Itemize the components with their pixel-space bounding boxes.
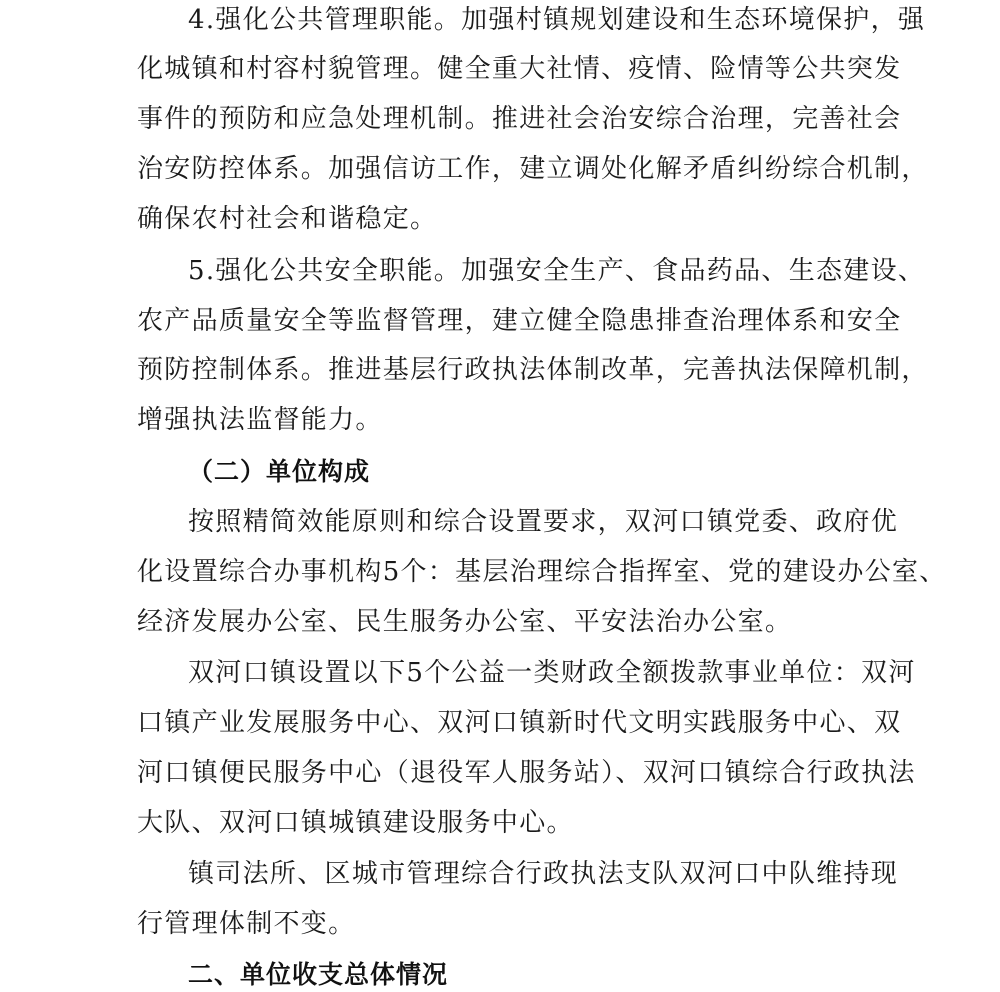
- paragraph-2-line-1: 5.强化公共安全职能。加强安全生产、食品药品、生态建设、: [188, 256, 926, 286]
- section-heading-budget-overview: 二、单位收支总体情况: [188, 960, 449, 989]
- paragraph-1-line-1: 4.强化公共管理职能。加强村镇规划建设和生态环境保护，强: [188, 5, 926, 35]
- paragraph-4-line-1: 双河口镇设置以下5个公益一类财政全额拨款事业单位：双河: [188, 658, 916, 688]
- paragraph-1-line-4: 治安防控体系。加强信访工作，建立调处化解矛盾纠纷综合机制，: [137, 154, 929, 184]
- subheading-unit-composition: （二）单位构成: [188, 457, 371, 486]
- paragraph-4-line-4: 大队、双河口镇城镇建设服务中心。: [137, 808, 574, 838]
- paragraph-2-line-4: 增强执法监督能力。: [137, 405, 383, 435]
- paragraph-2-line-2: 农产品质量安全等监督管理，建立健全隐患排查治理体系和安全: [137, 306, 902, 336]
- paragraph-3-line-3: 经济发展办公室、民生服务办公室、平安法治办公室。: [137, 607, 793, 637]
- paragraph-1-line-2: 化城镇和村容村貌管理。健全重大社情、疫情、险情等公共突发: [137, 54, 902, 84]
- paragraph-1-line-3: 事件的预防和应急处理机制。推进社会治安综合治理，完善社会: [137, 104, 902, 134]
- paragraph-4-line-3: 河口镇便民服务中心（退役军人服务站）、双河口镇综合行政执法: [137, 758, 916, 788]
- paragraph-4-line-2: 口镇产业发展服务中心、双河口镇新时代文明实践服务中心、双: [137, 708, 902, 738]
- paragraph-5-line-1: 镇司法所、区城市管理综合行政执法支队双河口中队维持现: [188, 859, 898, 889]
- paragraph-3-line-2: 化设置综合办事机构5个：基层治理综合指挥室、党的建设办公室、: [137, 557, 947, 587]
- paragraph-5-line-2: 行管理体制不变。: [137, 909, 356, 939]
- paragraph-1-line-5: 确保农村社会和谐稳定。: [137, 204, 438, 234]
- paragraph-3-line-1: 按照精简效能原则和综合设置要求，双河口镇党委、政府优: [188, 507, 898, 537]
- paragraph-2-line-3: 预防控制体系。推进基层行政执法体制改革，完善执法保障机制，: [137, 355, 929, 385]
